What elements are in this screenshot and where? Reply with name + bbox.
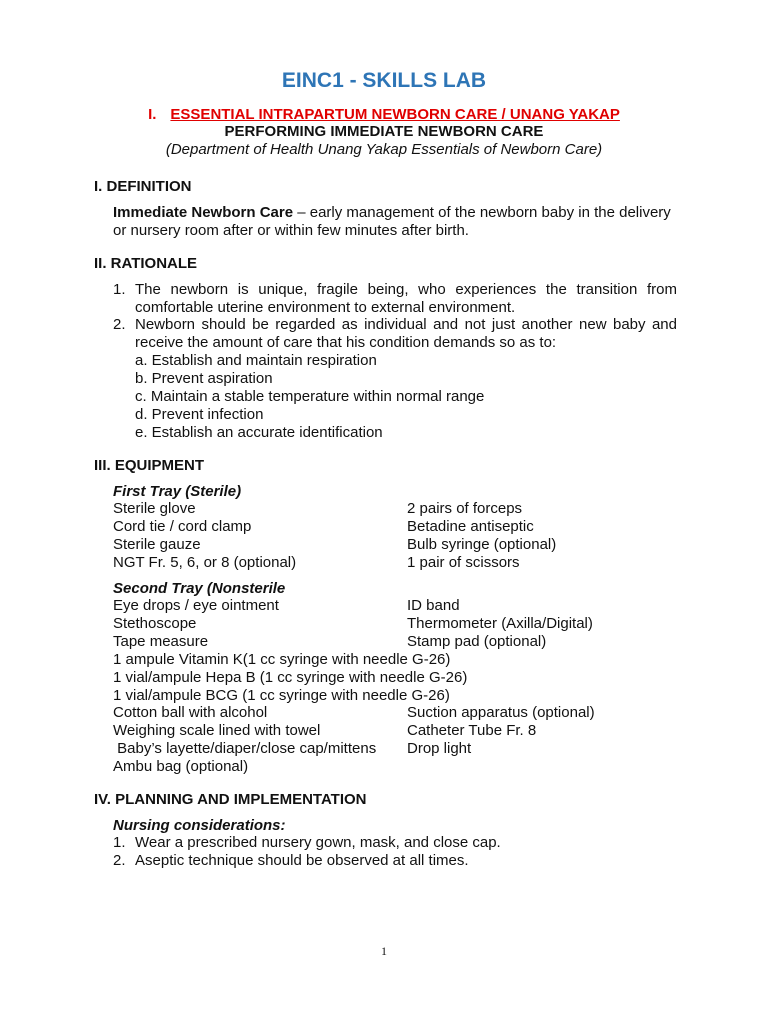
second-tray-title: Second Tray (Nonsterile [113, 580, 286, 597]
second-tray-left-item: Cotton ball with alcohol [113, 704, 268, 721]
consideration-item-2-number: 2. [113, 852, 126, 869]
second-tray-full-item: 1 ampule Vitamin K(1 cc syringe with needle G-26) [113, 651, 451, 668]
second-tray-full-item: 1 vial/ampule BCG (1 cc syringe with needle G-26) [113, 687, 450, 704]
second-tray-left-item: Eye drops / eye ointment [113, 597, 279, 614]
rationale-heading: II. RATIONALE [94, 255, 198, 272]
second-tray-right-item: Drop light [407, 740, 472, 757]
nursing-considerations-title: Nursing considerations: [113, 817, 286, 834]
rationale-item-2 [113, 316, 677, 352]
page-title: EINC1 - SKILLS LAB [281, 69, 487, 92]
first-tray-right-item: Betadine antiseptic [407, 518, 534, 535]
second-tray-left-item: Tape measure [113, 633, 209, 650]
first-tray-right-item: 1 pair of scissors [407, 554, 520, 571]
section-title-text: ESSENTIAL INTRAPARTUM NEWBORN CARE / UNANG YAKAP [170, 106, 620, 123]
first-tray-left-item: Cord tie / cord clamp [113, 518, 252, 535]
subtitle: PERFORMING IMMEDIATE NEWBORN CARE [224, 123, 544, 140]
definition-line-1 [113, 204, 671, 221]
rationale-sub-c: c. Maintain a stable temperature within normal range [135, 388, 485, 405]
first-tray-title: First Tray (Sterile) [113, 483, 242, 500]
definition-text: – early management of the newborn baby in the delivery [293, 204, 671, 221]
first-tray-left-item: Sterile glove [113, 500, 196, 517]
first-tray-right-item: 2 pairs of forceps [407, 500, 523, 517]
section-numeral: I. [148, 106, 157, 123]
rationale-item-2-text: Newborn should be regarded as individual and not just another new baby and receive the amount of care that his condition demands so as to: [135, 316, 677, 351]
second-tray-left-item: Stethoscope [113, 615, 197, 632]
rationale-item-1-number: 1. [113, 281, 126, 298]
rationale-item-2-number: 2. [113, 316, 126, 333]
section-title [0, 106, 768, 123]
first-tray-left-item: Sterile gauze [113, 536, 201, 553]
rationale-item-1 [113, 281, 677, 317]
second-tray-left-item: Baby’s layette/diaper/close cap/mittens [113, 740, 377, 757]
second-tray-left-item: Weighing scale lined with towel [113, 722, 321, 739]
rationale-sub-d: d. Prevent infection [135, 406, 264, 423]
rationale-item-1-text: The newborn is unique, fragile being, who experiences the transition from comfortable uterine environment to external environment. [135, 281, 677, 316]
definition-heading: I. DEFINITION [94, 178, 192, 195]
consideration-item-1-text: Wear a prescribed nursery gown, mask, and close cap. [135, 834, 501, 851]
second-tray-right-item: Catheter Tube Fr. 8 [407, 722, 537, 739]
consideration-item-2-text: Aseptic technique should be observed at all times. [135, 852, 469, 869]
rationale-sub-e: e. Establish an accurate identification [135, 424, 383, 441]
consideration-item-1 [113, 834, 501, 851]
second-tray-right-item: Suction apparatus (optional) [407, 704, 595, 721]
second-tray-right-item: ID band [407, 597, 460, 614]
second-tray-full-item: 1 vial/ampule Hepa B (1 cc syringe with needle G-26) [113, 669, 468, 686]
consideration-item-1-number: 1. [113, 834, 126, 851]
page-number: 1 [381, 944, 387, 958]
second-tray-right-item: Stamp pad (optional) [407, 633, 547, 650]
definition-line-2: or nursery room after or within few minutes after birth. [113, 222, 469, 239]
consideration-item-2 [113, 852, 469, 869]
rationale-sub-b: b. Prevent aspiration [135, 370, 273, 387]
source-note: (Department of Health Unang Yakap Essentials of Newborn Care) [165, 141, 603, 158]
second-tray-full-item: Ambu bag (optional) [113, 758, 249, 775]
planning-heading: IV. PLANNING AND IMPLEMENTATION [94, 791, 367, 808]
equipment-heading: III. EQUIPMENT [94, 457, 205, 474]
rationale-sub-a: a. Establish and maintain respiration [135, 352, 377, 369]
first-tray-right-item: Bulb syringe (optional) [407, 536, 557, 553]
definition-term: Immediate Newborn Care [113, 204, 294, 221]
first-tray-left-item: NGT Fr. 5, 6, or 8 (optional) [113, 554, 297, 571]
second-tray-right-item: Thermometer (Axilla/Digital) [407, 615, 593, 632]
